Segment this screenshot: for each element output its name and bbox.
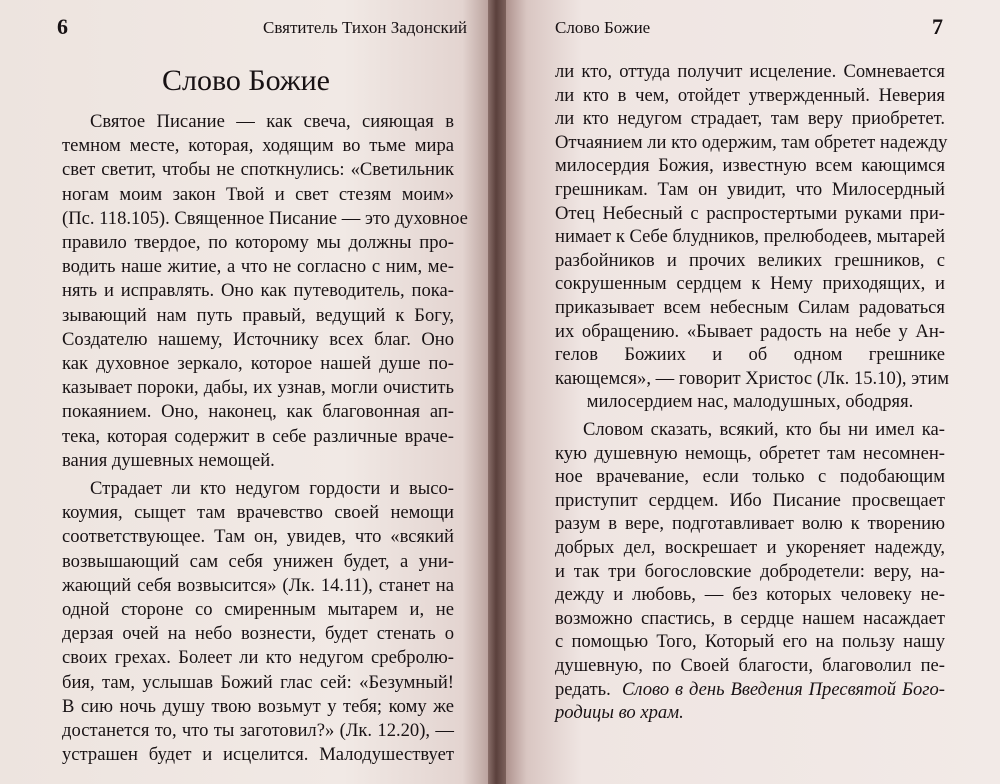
text-line: кую душевную немощь, обретет там несомнен-	[555, 442, 945, 464]
text-line: милосердия Божия, известную всем кающимся	[555, 155, 945, 177]
left-running-head: Святитель Тихон Задонский	[263, 18, 468, 37]
text-line: с помощью Того, Который его на пользу нашу	[555, 631, 945, 653]
text-line: ли кто недугом страдает, там веру приобретет.	[555, 108, 945, 130]
text-line: жающий себя возвысится» (Лк. 14.11), станет на	[62, 574, 454, 596]
text-line: Создателю нашему, Источнику всех благ. Оно	[62, 328, 454, 350]
text-line: дежду и любовь, — без которых человеку не-	[555, 584, 945, 606]
text-line: душевную, по Своей благости, благоволил пе-	[555, 655, 945, 676]
text-line: и так три богословские добродетели: веру, на-	[555, 560, 945, 582]
text-line: родицы во храм.	[555, 702, 684, 724]
text-line: своих грехах. Болеет ли кто недугом сребролю-	[62, 647, 454, 669]
text-line: коумия, сыщет там врачевство своей немощи	[62, 502, 454, 524]
text-line: В сию ночь душу твою возьмут у тебя; кому же	[62, 695, 454, 717]
right-running-head: Слово Божие	[555, 18, 651, 37]
chapter-title: Слово Божие	[161, 64, 331, 97]
text-line: достанется то, что ты заготовил?» (Лк. 12.20), —	[62, 720, 454, 741]
text-line: правило твердое, по которому мы должны про-	[62, 232, 454, 253]
text-line: милосердием нас, малодушных, ободряя.	[586, 391, 914, 413]
right-page-number: 7	[932, 14, 943, 39]
text-line: кающемся», — говорит Христос (Лк. 15.10), этим	[555, 367, 950, 389]
text-line: Отец Небесный с распростертыми руками при-	[555, 202, 945, 224]
text-line: гелов Божиих и об одном грешнике	[555, 344, 945, 366]
text-line: сокрушенным сердцем к Нему приходящих, и	[555, 273, 945, 295]
text-line: разум в вере, подготавливает волю к творению	[555, 513, 945, 535]
text-line: казывает пороки, дабы, их узнав, могли очистить	[62, 377, 454, 399]
text-line: грешникам. Там он увидит, что Милосердный	[555, 179, 945, 200]
left-page-number: 6	[57, 14, 68, 39]
text-line: возможно спастись, в сердце нашем насаждает	[555, 607, 945, 629]
text-line: Страдает ли кто недугом гордости и высо-	[90, 478, 454, 499]
text-line: Святое Писание — как свеча, сияющая в	[90, 111, 454, 132]
text-line: разбойников и прочих великих грешников, с	[555, 249, 945, 271]
text-line: свет светит, чтобы не споткнулись: «Светильник	[62, 159, 454, 181]
text-line: редать.	[555, 678, 611, 700]
text-line: темном месте, которая, ходящим во тьме мира	[62, 135, 454, 157]
text-line: водить наше житие, а что не согласно с ним, ме-	[62, 256, 454, 278]
text-line: как духовное зеркало, которое нашей душе по-	[62, 353, 454, 374]
text-line: ли кто в чем, отойдет утвержденный. Неверия	[555, 84, 945, 106]
text-line: их обращению. «Бывает радость на небе у Ан-	[555, 320, 945, 342]
text-line: Отчаянием ли кто одержим, там обретет надежду	[555, 131, 948, 153]
text-line: Слово в день Введения Пресвятой Бого-	[622, 678, 945, 700]
text-line: нимает к Себе блудников, прелюбодеев, мытарей	[555, 226, 946, 248]
text-line: устрашен будет и исцелится. Малодушествует	[62, 744, 454, 766]
text-line: приступит сердцем. Ибо Писание просвещает	[555, 489, 945, 511]
text-line: ногам моим закон Твой и свет стезям моим»	[62, 183, 454, 205]
text-line: тека, которая содержит в себе различные враче-	[62, 425, 454, 447]
text-line: возвышающий сам себя унижен будет, а уни-	[62, 550, 454, 572]
text-line: (Пс. 118.105). Священное Писание — это духовное	[62, 207, 468, 229]
text-line: бия, там, услышав Божий глас сей: «Безумный!	[62, 671, 454, 693]
text-line: зывающий нам путь правый, ведущий к Богу,	[62, 304, 454, 326]
text-line: одной стороне со смиренным мытарем и, не	[62, 599, 454, 620]
text-line: покаянием. Оно, наконец, как благовонная ап-	[62, 401, 454, 423]
text-line: добрых дел, воскрешает и укореняет надежду,	[555, 537, 945, 558]
text-line: соответствующее. Там он, увидев, что «всякий	[62, 526, 454, 548]
text-line: Словом сказать, всякий, кто бы ни имел ка-	[583, 419, 945, 440]
text-line: нять и исправлять. Оно как путеводитель, пока-	[62, 280, 454, 302]
text-line: ное врачевание, если только с подобающим	[555, 466, 945, 488]
text-line: дерзая очей на небо вознести, будет стенать о	[62, 623, 454, 645]
text-line: ли кто, оттуда получит исцеление. Сомневается	[555, 61, 945, 82]
text-line: вания душевных немощей.	[62, 449, 275, 471]
text-line: приказывает всем небесным Силам радоваться	[555, 297, 945, 318]
